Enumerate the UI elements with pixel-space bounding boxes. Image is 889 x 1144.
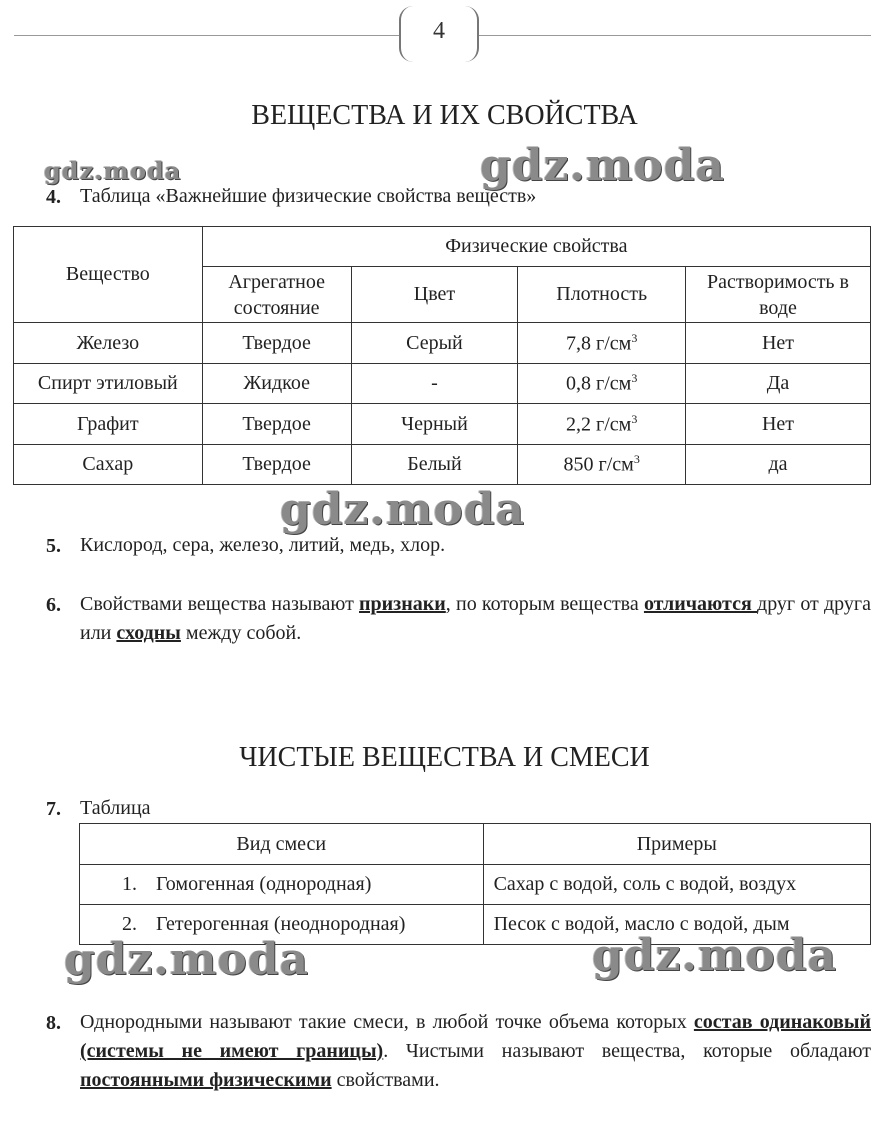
cell-density xyxy=(518,323,686,364)
table-row xyxy=(14,323,871,364)
question-text: Таблица xyxy=(80,797,151,819)
cell-density xyxy=(518,445,686,485)
header-examples: Примеры xyxy=(483,824,870,865)
cell-mixture-type xyxy=(80,865,484,905)
question-number: 8. xyxy=(46,1012,61,1034)
header-rule-right xyxy=(478,35,871,36)
header-solubility xyxy=(686,267,871,323)
answer-highlight: постоянными физическими xyxy=(80,1069,332,1091)
cell-density xyxy=(518,364,686,404)
density-value: 7,8 г/см xyxy=(566,332,632,355)
header-color: Цвет xyxy=(351,267,518,323)
cell-examples: Песок с водой, масло с водой, дым xyxy=(483,905,870,945)
properties-table xyxy=(13,226,871,485)
header-state-label: Агрегатное состояние xyxy=(228,270,325,319)
question-number: 5. xyxy=(46,535,61,557)
cell-solubility: да xyxy=(686,445,871,485)
text-part: друг от друга или xyxy=(80,593,871,644)
mixture-type-label: Гетерогенная (неоднородная) xyxy=(156,913,406,935)
answer-highlight: признаки xyxy=(359,593,446,615)
cell-name: Графит xyxy=(14,404,203,445)
header-rule-left xyxy=(14,35,400,36)
mixture-type-label: Гомогенная (однородная) xyxy=(156,873,372,895)
question-text: Кислород, сера, железо, литий, медь, хлор. xyxy=(80,534,446,556)
table-row xyxy=(14,364,871,404)
question-text xyxy=(80,1008,871,1095)
mixtures-table xyxy=(79,823,871,945)
table-row xyxy=(80,865,871,905)
text-part: . Чистыми называют вещества, которые обладают xyxy=(383,1040,871,1062)
question-text xyxy=(80,590,871,648)
cell-name: Спирт этиловый xyxy=(14,364,203,404)
text-part: между собой. xyxy=(180,622,302,644)
list-index: 1. xyxy=(122,873,137,895)
question-text: Таблица «Важнейшие физические свойства веществ» xyxy=(80,185,537,207)
header-mixture-type: Вид смеси xyxy=(80,824,484,865)
question-number: 6. xyxy=(46,594,61,616)
watermark: gdz.moda xyxy=(592,930,838,981)
cell-color: Серый xyxy=(351,323,518,364)
table-row xyxy=(14,445,871,485)
cell-color: - xyxy=(351,364,518,404)
cell-examples: Сахар с водой, соль с водой, воздух xyxy=(483,865,870,905)
watermark: gdz.moda xyxy=(280,484,526,535)
cell-name: Железо xyxy=(14,323,203,364)
answer-highlight: сходны xyxy=(116,622,181,644)
answer-highlight: отличаются xyxy=(643,593,758,615)
header-physical-properties: Физические свойства xyxy=(202,227,870,267)
cell-state: Твердое xyxy=(202,323,351,364)
cell-color: Белый xyxy=(351,445,518,485)
section-title-mixtures: ЧИСТЫЕ ВЕЩЕСТВА И СМЕСИ xyxy=(239,742,650,773)
question-number: 7. xyxy=(46,798,61,820)
density-value: 850 г/см xyxy=(563,453,634,476)
density-exponent: 3 xyxy=(631,411,638,426)
cell-color: Черный xyxy=(351,404,518,445)
density-exponent: 3 xyxy=(633,452,640,467)
answer-highlight: состав одинаковый (системы не имеют границы) xyxy=(80,1011,871,1062)
cell-solubility: Да xyxy=(686,364,871,404)
cell-state: Жидкое xyxy=(202,364,351,404)
cell-solubility: Нет xyxy=(686,404,871,445)
cell-density xyxy=(518,404,686,445)
header-substance: Вещество xyxy=(14,227,203,323)
question-number: 4. xyxy=(46,186,61,208)
watermark: gdz.moda xyxy=(44,156,182,185)
table-row xyxy=(14,404,871,445)
text-part: Свойствами вещества называют xyxy=(80,593,360,615)
text-part: свойствами. xyxy=(331,1069,440,1091)
cell-solubility: Нет xyxy=(686,323,871,364)
header-state xyxy=(202,267,351,323)
cell-name: Сахар xyxy=(14,445,203,485)
cell-state: Твердое xyxy=(202,445,351,485)
page-number: 4 xyxy=(399,6,479,62)
density-exponent: 3 xyxy=(631,371,638,386)
density-exponent: 3 xyxy=(631,330,638,345)
header-solubility-label: Растворимость в воде xyxy=(707,270,849,319)
density-value: 2,2 г/см xyxy=(566,413,632,436)
section-title-substances: ВЕЩЕСТВА И ИХ СВОЙСТВА xyxy=(251,100,638,131)
list-index: 2. xyxy=(122,913,137,935)
header-density: Плотность xyxy=(518,267,686,323)
text-part: , по которым вещества xyxy=(445,593,644,615)
watermark: gdz.moda xyxy=(480,140,726,191)
cell-state: Твердое xyxy=(202,404,351,445)
watermark: gdz.moda xyxy=(64,934,310,985)
text-part: Однородными называют такие смеси, в любой точке объема которых xyxy=(80,1011,694,1033)
density-value: 0,8 г/см xyxy=(566,372,632,395)
